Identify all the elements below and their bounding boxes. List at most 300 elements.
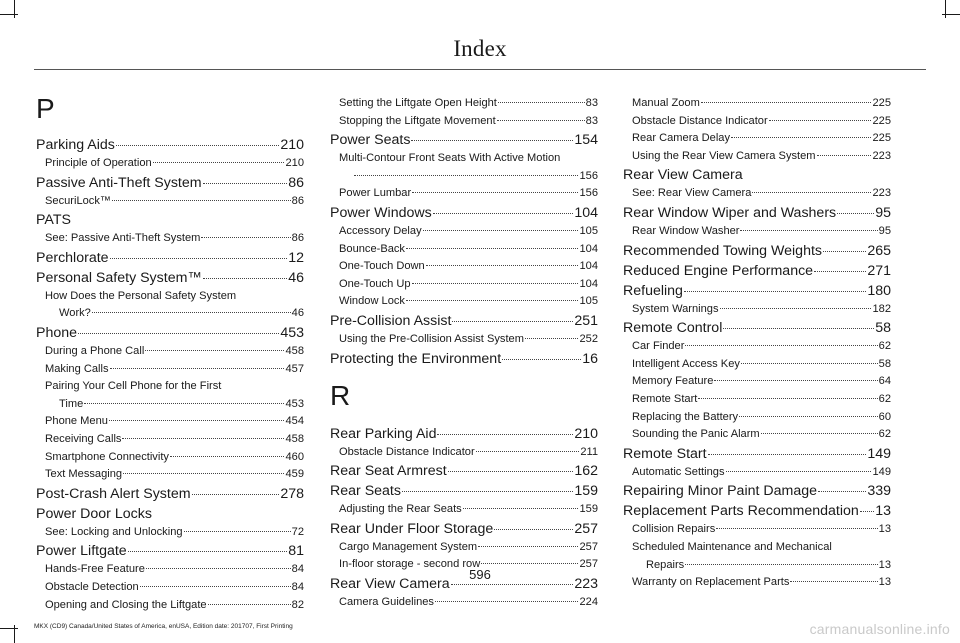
entry-text: Obstacle Distance Indicator (632, 114, 768, 127)
entry-text: Rear Seats (330, 483, 401, 500)
entry-text: Rear Window Wiper and Washers (623, 204, 837, 221)
dot-leader (720, 308, 872, 309)
index-subentry[interactable] (36, 431, 304, 449)
entry-page-number: 62 (878, 340, 891, 353)
dot-leader (354, 175, 578, 176)
dot-leader (740, 230, 877, 231)
section-letter: R (330, 379, 351, 411)
dot-leader (140, 586, 291, 587)
crop-mark (945, 0, 946, 18)
crop-mark (942, 14, 960, 15)
entry-text: Bounce-Back (339, 242, 405, 255)
watermark: carmanualsonline.info (809, 621, 950, 637)
entry-page-number: 225 (872, 114, 891, 127)
dot-leader (716, 528, 877, 529)
entry-page-number: 83 (585, 114, 598, 127)
index-subentry[interactable] (36, 230, 304, 248)
dot-leader (435, 601, 579, 602)
entry-text: Car Finder (632, 340, 685, 353)
entry-text: Rear View Camera (330, 575, 450, 592)
index-subentry[interactable] (623, 391, 891, 409)
entry-text: See: Locking and Unlocking (45, 525, 183, 538)
index-subentry[interactable] (330, 293, 598, 311)
dot-leader (109, 420, 285, 421)
dot-leader (525, 338, 579, 339)
entry-text: Phone (36, 324, 78, 341)
index-entry[interactable] (623, 204, 891, 223)
index-entry[interactable] (623, 319, 891, 338)
entry-page-number: 86 (291, 194, 304, 207)
dot-leader (208, 604, 291, 605)
index-entry[interactable] (330, 462, 598, 481)
dot-leader (203, 183, 288, 184)
index-subentry[interactable] (623, 464, 891, 482)
entry-page-number: 149 (867, 445, 891, 462)
entry-text: Power Door Locks (36, 505, 152, 522)
entry-text: Power Liftgate (36, 543, 127, 560)
index-subentry[interactable] (330, 258, 598, 276)
dot-leader (701, 102, 872, 103)
entry-text: Repairs (646, 558, 685, 571)
index-subentry[interactable] (330, 539, 598, 557)
entry-text: Receiving Calls (45, 432, 122, 445)
entry-page-number: 82 (291, 598, 304, 611)
entry-page-number: 159 (574, 483, 598, 500)
dot-leader (201, 237, 290, 238)
entry-text: Power Windows (330, 204, 432, 221)
entry-text: SecuriLock™ (45, 194, 111, 207)
index-entry[interactable] (36, 174, 304, 193)
entry-text: Rear Camera Delay (632, 132, 731, 145)
entry-text: Adjusting the Rear Seats (339, 503, 462, 516)
entry-page-number: 104 (579, 277, 598, 290)
entry-page-number: 162 (574, 463, 598, 480)
entry-text: One-Touch Down (339, 260, 425, 273)
page-number: 596 (469, 567, 491, 582)
dot-leader (476, 451, 580, 452)
entry-text: Smartphone Connectivity (45, 450, 169, 463)
index-subentry[interactable] (36, 193, 304, 211)
entry-text: Rear Window Washer (632, 224, 740, 237)
section-letter: P (36, 93, 55, 124)
index-subentry[interactable] (623, 95, 891, 113)
entry-page-number: 62 (878, 428, 891, 441)
entry-text: Replacement Parts Recommendation (623, 503, 859, 520)
entry-page-number: 13 (878, 523, 891, 536)
entry-text: Power Lumbar (339, 187, 412, 200)
entry-page-number: 278 (280, 485, 304, 502)
entry-page-number: 180 (867, 282, 891, 299)
entry-page-number: 460 (285, 450, 304, 463)
index-subentry[interactable] (36, 155, 304, 173)
dot-leader (731, 137, 871, 138)
dot-leader (837, 213, 874, 214)
dot-leader (761, 433, 878, 434)
index-subentry[interactable] (330, 241, 598, 259)
entry-page-number: 210 (280, 137, 304, 153)
dot-leader (498, 102, 585, 103)
dot-leader (685, 564, 877, 565)
entry-page-number: 86 (291, 232, 304, 245)
entry-page-number: 84 (291, 580, 304, 593)
entry-text: Power Seats (330, 132, 411, 149)
entry-page-number: 46 (288, 269, 304, 286)
entry-page-number: 454 (285, 415, 304, 428)
index-subentry[interactable] (330, 501, 598, 519)
dot-leader (451, 584, 574, 585)
entry-page-number: 16 (582, 350, 598, 367)
index-column-2 (330, 95, 598, 612)
entry-page-number: 83 (585, 97, 598, 109)
entry-text: Hands-Free Feature (45, 563, 145, 576)
dot-leader (433, 213, 574, 214)
dot-leader (502, 359, 581, 360)
entry-text: Camera Guidelines (339, 595, 434, 608)
dot-leader (823, 251, 866, 252)
index-subentry[interactable] (623, 521, 891, 539)
index-subentry[interactable] (330, 223, 598, 241)
crop-mark (0, 14, 18, 15)
entry-page-number: 257 (579, 558, 598, 571)
dot-leader (723, 328, 874, 329)
entry-page-number: 223 (872, 187, 891, 200)
entry-page-number: 159 (579, 503, 598, 516)
entry-text: During a Phone Call (45, 344, 145, 357)
entry-page-number: 81 (288, 543, 304, 560)
index-entry[interactable] (330, 312, 598, 331)
entry-text: Rear Under Floor Storage (330, 520, 494, 537)
entry-page-number: 224 (579, 595, 598, 608)
entry-text: In-floor storage - second row (339, 558, 481, 571)
entry-text: Obstacle Detection (45, 580, 139, 593)
index-subentry[interactable] (623, 426, 891, 444)
entry-text: Remote Control (623, 320, 723, 337)
dot-leader (402, 491, 573, 492)
entry-page-number: 457 (285, 362, 304, 375)
entry-page-number: 271 (867, 262, 891, 279)
index-entry[interactable] (36, 211, 304, 230)
entry-text: Memory Feature (632, 375, 714, 388)
index-subentry[interactable] (330, 276, 598, 294)
dot-leader (814, 271, 866, 272)
entry-text: Perchlorate (36, 249, 109, 266)
index-subentry[interactable] (623, 409, 891, 427)
entry-text: Text Messaging (45, 468, 123, 481)
index-column-3 (623, 95, 891, 592)
dot-leader (170, 456, 285, 457)
index-subentry-head: Pairing Your Cell Phone for the First (45, 380, 222, 393)
entry-text: Making Calls (45, 362, 109, 375)
dot-leader (84, 403, 284, 404)
entry-text: Cargo Management System (339, 540, 478, 553)
crop-mark (14, 0, 15, 18)
dot-leader (110, 258, 288, 259)
dot-leader (128, 551, 288, 552)
entry-text: Refueling (623, 282, 683, 299)
index-subentry[interactable] (623, 338, 891, 356)
entry-page-number: 251 (574, 312, 598, 329)
entry-text: Stopping the Liftgate Movement (339, 114, 496, 127)
dot-leader (698, 398, 877, 399)
index-entry[interactable] (330, 482, 598, 501)
index-entry[interactable] (36, 542, 304, 561)
entry-text: Obstacle Distance Indicator (339, 445, 475, 458)
entry-page-number: 72 (291, 525, 304, 538)
crop-mark (0, 628, 18, 629)
dot-leader (481, 563, 578, 564)
entry-text: Personal Safety System™ (36, 269, 202, 286)
dot-leader (122, 438, 284, 439)
index-subentry[interactable] (623, 113, 891, 131)
entry-page-number: 459 (285, 468, 304, 481)
entry-text: Phone Menu (45, 415, 108, 428)
entry-text: PATS (36, 212, 71, 229)
entry-page-number: 210 (574, 425, 598, 442)
entry-text: Collision Repairs (632, 523, 716, 536)
dot-leader (448, 471, 574, 472)
index-subentry-head: How Does the Personal Safety System (45, 289, 237, 302)
index-entry[interactable] (36, 324, 304, 343)
dot-leader (123, 473, 284, 474)
entry-page-number: 13 (875, 503, 891, 520)
index-subentry[interactable] (330, 331, 598, 349)
entry-text: See: Rear View Camera (632, 187, 752, 200)
index-subentry[interactable] (36, 413, 304, 431)
entry-text: Reduced Engine Performance (623, 262, 814, 279)
index-subentry[interactable] (623, 301, 891, 319)
dot-leader (752, 192, 871, 193)
entry-page-number: 58 (875, 320, 891, 337)
index-entry[interactable] (623, 282, 891, 301)
entry-page-number: 62 (878, 392, 891, 405)
entry-page-number: 156 (579, 187, 598, 200)
entry-text: Post-Crash Alert System (36, 485, 191, 502)
index-subentry[interactable] (623, 148, 891, 166)
entry-text: Using the Rear View Camera System (632, 149, 816, 162)
entry-page-number: 13 (878, 558, 891, 571)
index-entry[interactable] (36, 136, 304, 155)
entry-page-number: 252 (579, 332, 598, 345)
entry-text: Parking Aids (36, 137, 115, 153)
dot-leader (412, 192, 578, 193)
dot-leader (478, 546, 578, 547)
dot-leader (463, 508, 579, 509)
index-subentry[interactable] (36, 396, 304, 414)
index-subentry-head: Multi-Contour Front Seats With Active Motion (339, 152, 561, 165)
index-subentry[interactable] (330, 113, 598, 131)
dot-leader (714, 380, 877, 381)
entry-text: One-Touch Up (339, 277, 411, 290)
index-entry[interactable] (623, 482, 891, 501)
dot-leader (406, 248, 579, 249)
entry-page-number: 12 (288, 249, 304, 266)
entry-page-number: 211 (580, 445, 598, 458)
entry-text: Recommended Towing Weights (623, 242, 822, 259)
dot-leader (739, 416, 878, 417)
dot-leader (78, 333, 279, 334)
dot-leader (426, 265, 579, 266)
entry-text: Automatic Settings (632, 465, 725, 478)
entry-text: Rear View Camera (623, 167, 743, 184)
page-title: Index (453, 36, 507, 61)
index-subentry[interactable] (623, 130, 891, 148)
entry-page-number: 453 (285, 397, 304, 410)
entry-text: Accessory Delay (339, 224, 422, 237)
dot-leader (412, 283, 579, 284)
entry-page-number: 149 (872, 465, 891, 478)
dot-leader (423, 230, 579, 231)
index-entry[interactable] (330, 204, 598, 223)
dot-leader (708, 454, 867, 455)
dot-leader (192, 494, 280, 495)
entry-page-number: 105 (579, 224, 598, 237)
entry-text: Pre-Collision Assist (330, 312, 452, 329)
dot-leader (684, 291, 866, 292)
index-subentry[interactable] (36, 466, 304, 484)
entry-text: Rear Seat Armrest (330, 463, 447, 480)
header-divider (34, 69, 926, 70)
entry-page-number: 156 (579, 169, 598, 182)
entry-page-number: 339 (867, 483, 891, 500)
dot-leader (184, 531, 291, 532)
entry-page-number: 265 (867, 242, 891, 259)
entry-text: See: Passive Anti-Theft System (45, 232, 201, 245)
entry-page-number: 95 (875, 204, 891, 221)
index-entry[interactable] (36, 485, 304, 504)
entry-page-number: 46 (291, 307, 304, 320)
entry-text: Passive Anti-Theft System (36, 174, 202, 191)
entry-page-number: 257 (579, 540, 598, 553)
entry-page-number: 13 (878, 576, 891, 589)
dot-leader (411, 140, 573, 141)
entry-page-number: 104 (574, 204, 598, 221)
entry-page-number: 154 (574, 132, 598, 149)
entry-page-number: 104 (579, 242, 598, 255)
entry-page-number: 104 (579, 260, 598, 273)
index-entry[interactable] (623, 262, 891, 281)
entry-page-number: 225 (872, 97, 891, 109)
entry-text: Remote Start (623, 445, 707, 462)
index-entry[interactable] (623, 502, 891, 521)
entry-page-number: 60 (878, 410, 891, 423)
index-subentry[interactable] (623, 356, 891, 374)
index-entry[interactable] (623, 166, 891, 185)
index-subentry[interactable] (623, 185, 891, 203)
entry-page-number: 86 (288, 174, 304, 191)
dot-leader (203, 278, 288, 279)
dot-leader (726, 471, 872, 472)
index-subentry[interactable] (36, 343, 304, 361)
index-subentry[interactable] (330, 444, 598, 462)
entry-page-number: 58 (878, 357, 891, 370)
dot-leader (741, 363, 878, 364)
entry-text: Work? (59, 307, 91, 320)
entry-text: Opening and Closing the Liftgate (45, 598, 207, 611)
index-entry[interactable] (330, 131, 598, 150)
dot-leader (494, 529, 573, 530)
entry-text: Intelligent Access Key (632, 357, 740, 370)
index-subentry-head: Scheduled Maintenance and Mechanical (632, 540, 832, 553)
entry-text: Warranty on Replacement Parts (632, 576, 790, 589)
entry-page-number: 223 (574, 575, 598, 592)
dot-leader (860, 511, 874, 512)
dot-leader (818, 491, 866, 492)
entry-text: Rear Parking Aid (330, 425, 437, 442)
index-entry[interactable] (36, 269, 304, 288)
entry-page-number: 458 (285, 432, 304, 445)
entry-page-number: 64 (878, 375, 891, 388)
entry-text: Sounding the Panic Alarm (632, 428, 760, 441)
dot-leader (497, 120, 585, 121)
dot-leader (153, 162, 285, 163)
entry-text: System Warnings (632, 302, 719, 315)
entry-text: Using the Pre-Collision Assist System (339, 332, 524, 345)
index-subentry[interactable] (330, 95, 598, 113)
dot-leader (437, 434, 573, 435)
entry-text: Protecting the Environment (330, 350, 502, 367)
index-entry[interactable] (36, 249, 304, 268)
dot-leader (685, 345, 877, 346)
index-subentry[interactable] (36, 597, 304, 615)
dot-leader (92, 312, 291, 313)
index-subentry[interactable] (330, 594, 598, 612)
dot-leader (769, 120, 872, 121)
index-subentry[interactable] (623, 373, 891, 391)
index-subentry[interactable] (36, 524, 304, 542)
entry-text: Remote Start (632, 392, 698, 405)
entry-page-number: 95 (878, 224, 891, 237)
index-entry[interactable] (36, 505, 304, 524)
entry-page-number: 257 (574, 520, 598, 537)
index-entry[interactable] (623, 242, 891, 261)
entry-page-number: 223 (872, 149, 891, 162)
dot-leader (145, 350, 284, 351)
index-subentry[interactable] (623, 223, 891, 241)
entry-text: Time (59, 397, 84, 410)
index-entry[interactable] (330, 520, 598, 539)
dot-leader (406, 300, 579, 301)
index-subentry[interactable] (36, 361, 304, 379)
entry-page-number: 182 (872, 302, 891, 315)
index-column-1 (36, 88, 304, 614)
entry-text: Window Lock (339, 295, 405, 308)
dot-leader (112, 200, 291, 201)
entry-text: Replacing the Battery (632, 410, 739, 423)
index-entry[interactable] (623, 445, 891, 464)
dot-leader (817, 155, 872, 156)
index-subentry[interactable] (36, 305, 304, 323)
dot-leader (452, 321, 573, 322)
index-subentry[interactable] (36, 449, 304, 467)
entry-text: Principle of Operation (45, 157, 152, 169)
entry-text: Setting the Liftgate Open Height (339, 97, 497, 109)
index-entry[interactable] (330, 425, 598, 444)
entry-page-number: 453 (280, 324, 304, 341)
entry-text: Repairing Minor Paint Damage (623, 483, 817, 500)
dot-leader (110, 368, 285, 369)
entry-page-number: 225 (872, 132, 891, 145)
entry-page-number: 84 (291, 563, 304, 576)
dot-leader (116, 145, 279, 146)
index-subentry[interactable] (330, 185, 598, 203)
index-subentry[interactable] (330, 168, 598, 186)
entry-page-number: 210 (285, 157, 304, 169)
entry-page-number: 458 (285, 344, 304, 357)
edition-footer: MKX (CD9) Canada/United States of America, enUSA, Edition date: 201707, First Printing (34, 623, 293, 630)
entry-page-number: 105 (579, 295, 598, 308)
entry-text: Manual Zoom (632, 97, 700, 109)
index-entry[interactable] (330, 350, 598, 369)
